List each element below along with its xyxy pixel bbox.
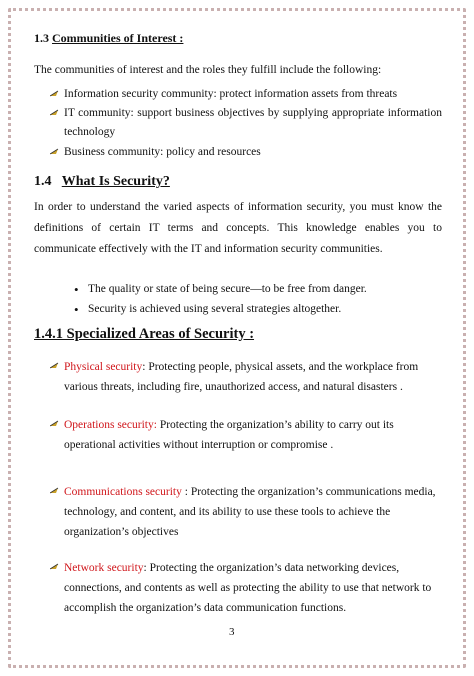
arrow-bullet-icon <box>50 148 59 155</box>
security-area-term: Network security <box>64 562 144 574</box>
list-item <box>50 143 442 162</box>
section-1-3-heading <box>34 31 183 46</box>
security-area-term: Physical security <box>64 361 143 373</box>
security-area-item <box>50 357 442 397</box>
security-area-text: Protecting the organization’s ability to carry out its operational activities without interruption or compromise . <box>64 419 394 451</box>
security-area-separator: : <box>184 486 188 498</box>
security-area-item <box>50 558 442 618</box>
section-1-4-number: 1.4 <box>34 174 52 189</box>
section-1-4-1-heading <box>34 326 254 343</box>
security-area-term: Communications security <box>64 486 185 498</box>
section-1-4-heading <box>34 174 170 190</box>
arrow-bullet-icon <box>50 487 59 494</box>
section-1-3-number: 1.3 <box>34 31 49 45</box>
list-item-text: IT community: support business objectives by supplying appropriate information technology <box>64 107 442 138</box>
list-item-text: Information security community: protect information assets from threats <box>64 88 398 100</box>
list-item-text: Business community: policy and resources <box>64 146 261 158</box>
arrow-bullet-icon <box>50 90 59 97</box>
security-area-separator: : <box>143 562 147 574</box>
arrow-bullet-icon <box>50 362 59 369</box>
bullet-dot-icon: • <box>74 282 79 297</box>
security-area-item <box>50 482 442 542</box>
section-1-4-1-title: 1.4.1 Specialized Areas of Security : <box>34 326 255 342</box>
security-area-separator: : <box>142 361 146 373</box>
list-item <box>74 300 341 319</box>
list-item <box>74 280 367 299</box>
security-area-term: Operations security: <box>64 419 157 431</box>
list-item <box>50 85 442 104</box>
list-item-text: Security is achieved using several strategies altogether. <box>88 303 342 315</box>
section-1-4-paragraph: In order to understand the varied aspects of information security, you must know the definitions of certain IT terms and concepts. This knowledge enables you to communicate effectively with the IT and information security communities. <box>34 201 442 255</box>
arrow-bullet-icon <box>50 563 59 570</box>
security-area-text: Protecting the organization’s data networking devices, connections, and contents as well as protecting the ability to use that network to accomplish the organization’s data communication functions. <box>64 562 432 614</box>
section-1-3-intro: The communities of interest and the roles they fulfill include the following: <box>34 64 382 76</box>
section-1-4-title: What Is Security? <box>61 174 170 189</box>
list-item-text: The quality or state of being secure—to be free from danger. <box>88 283 367 295</box>
security-area-item <box>50 415 442 455</box>
security-area-text: Protecting the organization’s communications media, technology, and content, and its ability to use these tools to achieve the organization’s objectives <box>64 486 436 538</box>
list-item <box>50 104 442 142</box>
security-area-text: Protecting people, physical assets, and the workplace from various threats, including fire, unauthorized access, and natural disasters . <box>64 361 419 393</box>
section-1-3-title: Communities of Interest : <box>52 31 184 45</box>
arrow-bullet-icon <box>50 109 59 116</box>
page-number: 3 <box>229 626 235 638</box>
bullet-dot-icon: • <box>74 302 79 317</box>
arrow-bullet-icon <box>50 420 59 427</box>
